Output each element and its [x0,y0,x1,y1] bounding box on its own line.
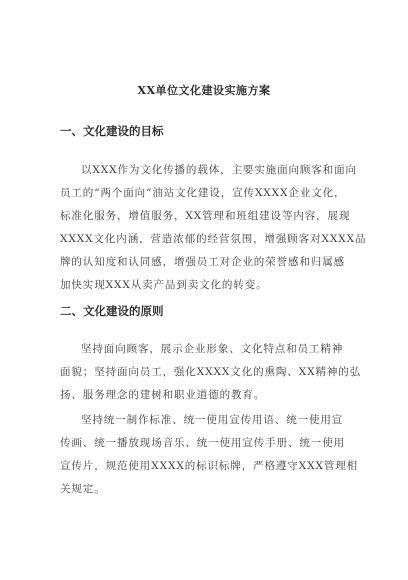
section-heading-principles: 二、文化建设的原则 [60,304,164,318]
paragraph-line: 关规定。 [60,483,106,495]
paragraph-line: 坚持面向顾客，展示企业形象、文化特点和员工精神 [81,343,344,355]
paragraph-principles-1 [60,338,360,407]
section-heading-goals: 一、文化建设的目标 [60,124,164,138]
paragraph-line: 标准化服务，增值服务，XX管理和班组建设等内容，展现 [60,210,351,222]
paragraph-line: 加快实现XXX从卖产品到卖文化的转变。 [60,279,268,291]
document-title: XX单位文化建设实施方案 [137,84,271,97]
paragraph-line: 员工的“两个面向”油站文化建设，宣传XXXX企业文化， [60,187,346,199]
paragraph-goals [60,159,367,297]
paragraph-line: 宣传片，规范使用XXXX的标识标牌，严格遵守XXX管理相 [60,460,359,472]
paragraph-line: 牌的认知度和认同感，增强员工对企业的荣誉感和归属感 [60,256,345,268]
paragraph-line: 扬、服务理念的建树和职业道德的教育。 [60,389,266,401]
paragraph-line: 传画、统一播放现场音乐、统一使用宣传手册、统一使用 [60,437,345,449]
paragraph-line: 以XXX作为文化传播的载体，主要实施面向顾客和面向 [81,164,357,176]
paragraph-principles-2 [60,409,360,501]
paragraph-line: 面貌；坚持面向员工，强化XXXX文化的熏陶、XX精神的弘 [60,366,362,378]
paragraph-line: 坚持统一制作标准、统一使用宣传用语、统一使用宣 [81,414,344,426]
paragraph-line: XXXX文化内涵，营造浓郁的经营氛围，增强顾客对XXXX品 [60,233,367,245]
